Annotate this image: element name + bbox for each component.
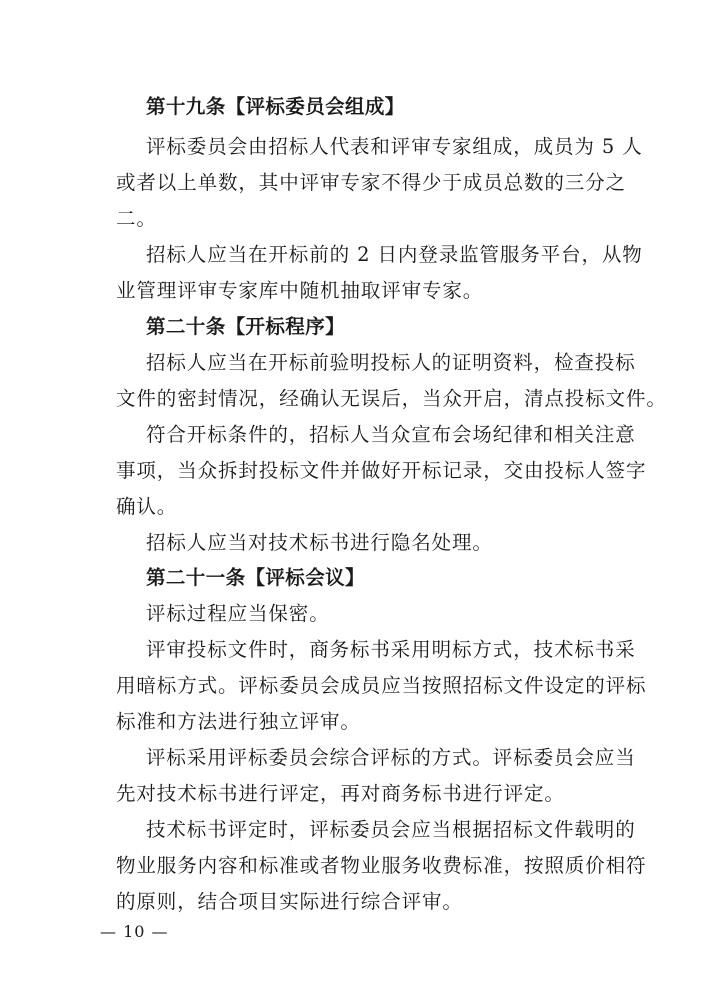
article-21-p3-line-1: 评标采用评标委员会综合评标的方式。评标委员会应当: [146, 746, 636, 769]
article-21-p2-line-3: 标准和方法进行独立评审。: [116, 710, 361, 733]
article-21-p2-line-1: 评审投标文件时，商务标书采用明标方式，技术标书采: [146, 638, 636, 661]
article-20-p1-line-1: 招标人应当在开标前验明投标人的证明资料，检查投标: [146, 351, 636, 374]
article-20-p3-line-1: 招标人应当对技术标书进行隐名处理。: [146, 531, 493, 554]
article-21-p1-line-1: 评标过程应当保密。: [146, 602, 330, 625]
article-21-heading: 第二十一条【评标会议】: [146, 566, 365, 589]
article-21-p4-line-1: 技术标书评定时，评标委员会应当根据招标文件载明的: [146, 818, 636, 841]
article-20-p1-line-2: 文件的密封情况，经确认无误后，当众开启，清点投标文件。: [116, 387, 667, 410]
article-21-p3-line-2: 先对技术标书进行评定，再对商务标书进行评定。: [116, 782, 565, 805]
article-19-heading: 第十九条【评标委员会组成】: [146, 95, 405, 118]
article-19-p2-line-1: 招标人应当在开标前的 2 日内登录监管服务平台，从物: [146, 243, 643, 266]
article-19-p1-line-2: 或者以上单数，其中评审专家不得少于成员总数的三分之: [116, 171, 627, 194]
page-number: — 10 —: [100, 922, 169, 941]
article-19-p2-line-2: 业管理评审专家库中随机抽取评审专家。: [116, 279, 484, 302]
article-20-p2-line-3: 确认。: [116, 495, 178, 518]
article-20-heading: 第二十条【开标程序】: [146, 315, 346, 338]
article-19-p1-line-3: 二。: [116, 207, 157, 230]
article-21-p4-line-2: 物业服务内容和标准或者物业服务收费标准，按照质价相符: [116, 854, 647, 877]
article-19-p1-line-1: 评标委员会由招标人代表和评审专家组成，成员为 5 人: [146, 135, 643, 158]
article-21-p2-line-2: 用暗标方式。评标委员会成员应当按照招标文件设定的评标: [116, 674, 647, 697]
article-20-p2-line-2: 事项，当众拆封投标文件并做好开标记录，交由投标人签字: [116, 459, 647, 482]
article-20-p2-line-1: 符合开标条件的，招标人当众宣布会场纪律和相关注意: [146, 423, 636, 446]
article-21-p4-line-3: 的原则，结合项目实际进行综合评审。: [116, 890, 463, 913]
